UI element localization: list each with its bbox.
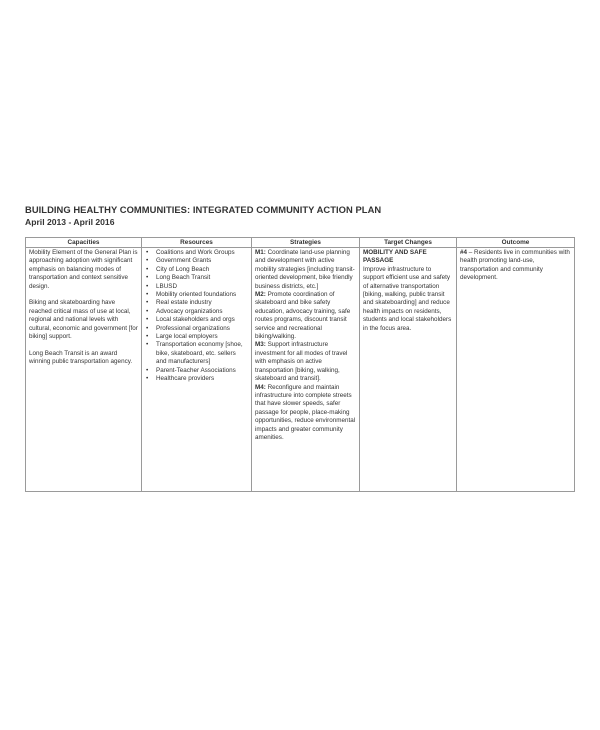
outcome-cell — [457, 248, 575, 492]
strategy-text: Coordinate land-use planning and development with active mobility strategies [including transit-oriented development, bike friendly business districts, etc.] — [255, 249, 355, 290]
resource-item: • Advocacy organizations — [145, 308, 248, 316]
strategy-item — [255, 249, 356, 291]
strategy-text: Promote coordination of skateboard and bike safety education, advocacy training, safe routes programs, discount transit service and recreational biking/walking. — [255, 291, 351, 341]
capacities-cell — [26, 248, 142, 492]
header-resources: Resources — [142, 238, 252, 248]
strategy-label: M1: — [255, 249, 266, 256]
resource-item: • Professional organizations — [145, 325, 248, 333]
strategy-label: M4: — [255, 383, 266, 391]
strategy-item — [255, 291, 356, 341]
resource-item: • Long Beach Transit — [145, 274, 248, 282]
resource-item: • Healthcare providers — [145, 375, 248, 383]
resource-item: • LBUSD — [145, 283, 248, 291]
capacity-paragraph: Long Beach Transit is an award winning public transportation agency. — [29, 349, 133, 366]
resource-item: • Large local employers — [145, 333, 248, 341]
target-changes-text: Improve infrastructure to support efficient use and safety of alternative transportation [biking, walking, public transit and skateboarding] and reduce health impacts on residents, students and local stakeholders in the focus area. — [363, 265, 452, 332]
header-outcome: Outcome — [457, 238, 575, 248]
outcome-text: – Residents live in communities with health promoting land-use, transportation and community development. — [460, 249, 570, 282]
action-plan-table — [25, 237, 575, 492]
outcome-label: #4 — [460, 249, 468, 256]
resource-item: • Government Grants — [145, 257, 248, 265]
strategy-text: Reconfigure and maintain infrastructure into complete streets that have slower speeds, safer passage for people, place-making opportunities, reduce environmental impacts and greater community amenities. — [255, 383, 356, 441]
capacity-paragraph: Mobility Element of the General Plan is approaching adoption with significant emphasis on balancing modes of transportation and context sensitive design. — [29, 249, 138, 290]
resource-item: • Local stakeholders and orgs — [145, 316, 248, 324]
resources-list — [145, 249, 248, 384]
document-date-range: April 2013 - April 2016 — [25, 217, 115, 227]
strategy-label: M3: — [255, 341, 266, 349]
document-title: BUILDING HEALTHY COMMUNITIES: INTEGRATED COMMUNITY ACTION PLAN — [25, 204, 382, 215]
resource-item: • Real estate industry — [145, 299, 248, 307]
header-target-changes: Target Changes — [360, 238, 457, 248]
resource-item: • City of Long Beach — [145, 266, 248, 274]
header-capacities: Capacities — [26, 238, 142, 248]
header-strategies: Strategies — [252, 238, 360, 248]
strategy-item — [255, 341, 356, 383]
resources-cell — [142, 248, 252, 492]
target-changes-heading: MOBILITY AND SAFE PASSAGE — [363, 249, 427, 265]
resource-item: • Coalitions and Work Groups — [145, 249, 248, 257]
capacity-paragraph: Biking and skateboarding have reached critical mass of use at local, regional and national levels with cultural, economic and government [for biking] support. — [29, 299, 138, 341]
resource-item: • Parent-Teacher Associations — [145, 367, 248, 375]
strategy-text: Support infrastructure investment for all modes of travel with emphasis on active transportation [biking, walking, skateboard and transit]. — [255, 341, 348, 383]
target-changes-cell — [360, 248, 457, 492]
strategy-item — [255, 384, 356, 443]
resource-item: • Transportation economy [shoe, bike, skateboard, etc. sellers and manufacturers] — [145, 341, 248, 366]
table-row — [26, 248, 575, 492]
strategies-cell — [252, 248, 360, 492]
table-header-row — [26, 238, 575, 248]
strategy-label: M2: — [255, 291, 266, 299]
resource-item: • Mobility oriented foundations — [145, 291, 248, 299]
